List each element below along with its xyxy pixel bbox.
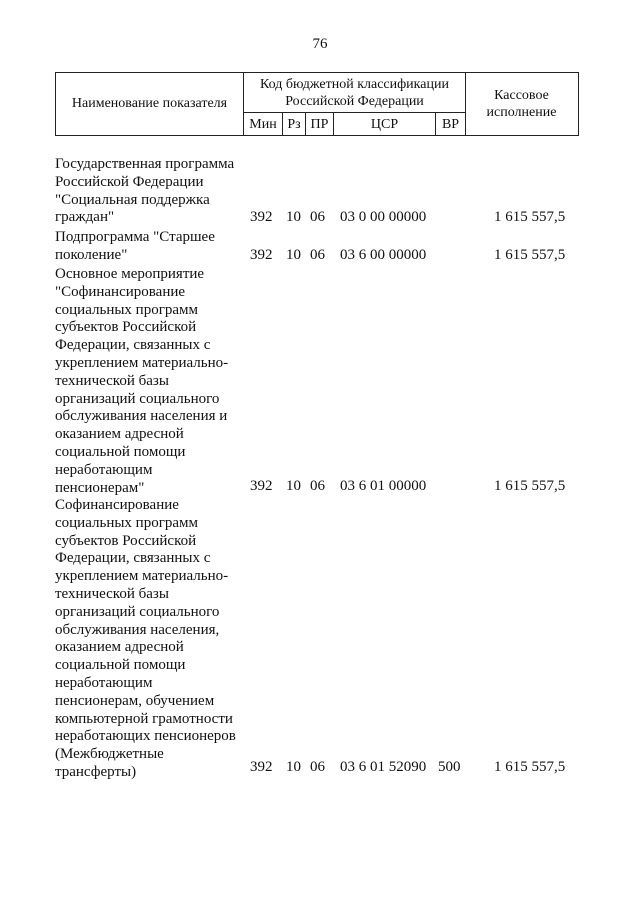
header-vr: ВР [441,116,460,132]
header-csr: ЦСР [370,116,399,132]
cell-amount: 1 615 557,5 [494,759,566,775]
cell-min: 392 [250,478,273,494]
cell-min: 392 [250,209,273,225]
cell-pr: 06 [310,759,325,775]
cell-amount: 1 615 557,5 [494,478,566,494]
row-name: Государственная программа Российской Федерации "Социальная поддержка граждан" [55,156,235,226]
cell-vr: 500 [438,759,461,775]
header-budget-code-group: Код бюджетной классификации Российской Федерации [260,77,449,109]
cell-pr: 06 [310,209,325,225]
cell-min: 392 [250,759,273,775]
header-rz: Рз [287,116,301,132]
cell-rz: 10 [286,209,301,225]
cell-csr: 03 0 00 00000 [340,209,427,225]
header-name-column: Наименование показателя [71,96,228,111]
cell-rz: 10 [286,478,301,494]
cell-csr: 03 6 00 00000 [340,247,427,263]
page-number: 76 [312,36,328,52]
header-amount-column: Кассовое исполнение [486,87,557,120]
cell-rz: 10 [286,247,301,263]
cell-amount: 1 615 557,5 [494,247,566,263]
header-min: Мин [249,116,277,132]
cell-min: 392 [250,247,273,263]
row-name: Основное мероприятие "Софинансирование социальных программ субъектов Российской Федерации, связанных с укреплением материально- технической базы организаций социального обслуживания населения и оказанием адресной социальной помощи неработающим пенсионерам" [55,266,229,496]
header-pr: ПР [310,116,329,132]
cell-csr: 03 6 01 52090 [340,759,427,775]
cell-rz: 10 [286,759,301,775]
row-name: Подпрограмма "Старшее поколение" [55,229,215,263]
cell-csr: 03 6 01 00000 [340,478,427,494]
cell-amount: 1 615 557,5 [494,209,566,225]
row-name: Софинансирование социальных программ субъектов Российской Федерации, связанных с укреплением материально- технической базы организаций социального обслуживания населения, оказанием адресной социальной помощи неработающим пенсионерам, обучением компьютерной грамотности неработающих пенсионеров (Межбюджетные трансферты) [55,497,236,780]
cell-pr: 06 [310,247,325,263]
cell-pr: 06 [310,478,325,494]
